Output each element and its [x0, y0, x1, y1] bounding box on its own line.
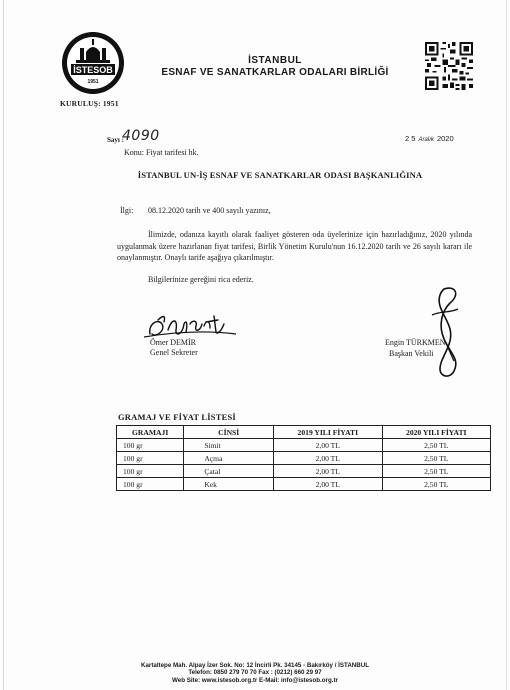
left-signature: [144, 310, 244, 340]
cell-weight: 100 gr: [117, 478, 184, 491]
cell-weight: 100 gr: [117, 465, 184, 478]
org-name-line1: İSTANBUL: [248, 55, 302, 66]
table-header-row: [117, 426, 491, 439]
cell-weight: 100 gr: [117, 452, 184, 465]
right-signer-title: Başkan Vekili: [389, 349, 434, 358]
cell-price-2019: 2,00 TL: [274, 465, 382, 478]
ref-number: 4090: [122, 128, 160, 144]
cell-type: Açma: [184, 452, 274, 465]
cell-price-2019: 2,00 TL: [274, 439, 382, 452]
date-year: 2020: [436, 134, 454, 143]
table-row: [117, 452, 491, 465]
closing-line: Bilgilerinize gereğini rica ederiz.: [148, 275, 254, 284]
addressee: İSTANBUL UN-İŞ ESNAF VE SANATKARLAR ODASI BAŞKANLIĞINA: [137, 170, 423, 180]
price-table: [116, 425, 491, 491]
cell-price-2020: 2,50 TL: [382, 478, 490, 491]
letter-date: [405, 134, 454, 143]
left-signer-name: Ömer DEMİR: [150, 338, 196, 347]
right-signature: [410, 285, 470, 380]
cell-weight: 100 gr: [117, 439, 184, 452]
footer-web: Web Site: www.istesob.org.tr E-Mail: info@istesob.org.tr: [172, 676, 338, 684]
header-type: CİNSİ: [184, 426, 274, 439]
date-month: Aralık: [418, 137, 434, 143]
cell-price-2020: 2,50 TL: [382, 452, 490, 465]
qr-code: [425, 42, 473, 90]
reference-label: İlgi:: [120, 206, 134, 215]
cell-price-2019: 2,00 TL: [274, 478, 382, 491]
right-signer-name: Engin TÜRKMEN: [385, 338, 446, 347]
founded-label: KURULUŞ: 1951: [60, 99, 119, 108]
logo-year: 1951: [87, 79, 99, 85]
footer-contact: [0, 662, 510, 684]
subject-line: Konu: Fiyat tarifesi hk.: [124, 148, 199, 157]
table-title: GRAMAJ VE FİYAT LİSTESİ: [118, 412, 236, 422]
org-name-line2: ESNAF VE SANATKARLAR ODALARI BİRLİĞİ: [161, 67, 389, 78]
table-row: [117, 478, 491, 491]
letter-body: İlimizde, odanıza kayıtlı olarak faaliyet gösteren oda üyelerinize için hazırladığınız, 2020 yılında uygulanmak üzere hazırlanan fiyat tarifesi, Birlik Yönetim Kurulu'nun 16.12.2020 tarih ve 26 sayılı kararı ile onaylanmıştır. Onaylı tarife aşağıya çıkarılmıştır.: [117, 230, 472, 263]
cell-type: Kek: [184, 478, 274, 491]
cell-type: Çatal: [184, 465, 274, 478]
reference-text: 08.12.2020 tarih ve 400 sayılı yazınız,: [148, 206, 271, 215]
footer-address: Kartaltepe Mah. Alpay İzer Sok. No: 12 İncirli Pk. 34145 - Bakırköy / İSTANBUL: [141, 662, 369, 669]
cell-price-2020: 2,50 TL: [382, 439, 490, 452]
cell-price-2020: 2,50 TL: [382, 465, 490, 478]
table-row: [117, 465, 491, 478]
header-price-2020: 2020 YILI FİYATI: [382, 426, 490, 439]
header-weight: GRAMAJI: [117, 426, 184, 439]
page-edge-left: [3, 0, 4, 690]
ref-label: Sayı :: [107, 136, 124, 144]
left-signer-title: Genel Sekreter: [150, 348, 198, 357]
page-edge-right: [506, 0, 507, 690]
table-row: [117, 439, 491, 452]
logo-wordmark: İSTESOB: [73, 64, 113, 75]
cell-price-2019: 2,00 TL: [274, 452, 382, 465]
cell-type: Simit: [184, 439, 274, 452]
footer-phone: Telefon: 0850 279 70 70 Fax : (0212) 660 29 97: [188, 669, 322, 677]
header-price-2019: 2019 YILI FİYATI: [274, 426, 382, 439]
date-day: 2 5: [405, 134, 416, 143]
